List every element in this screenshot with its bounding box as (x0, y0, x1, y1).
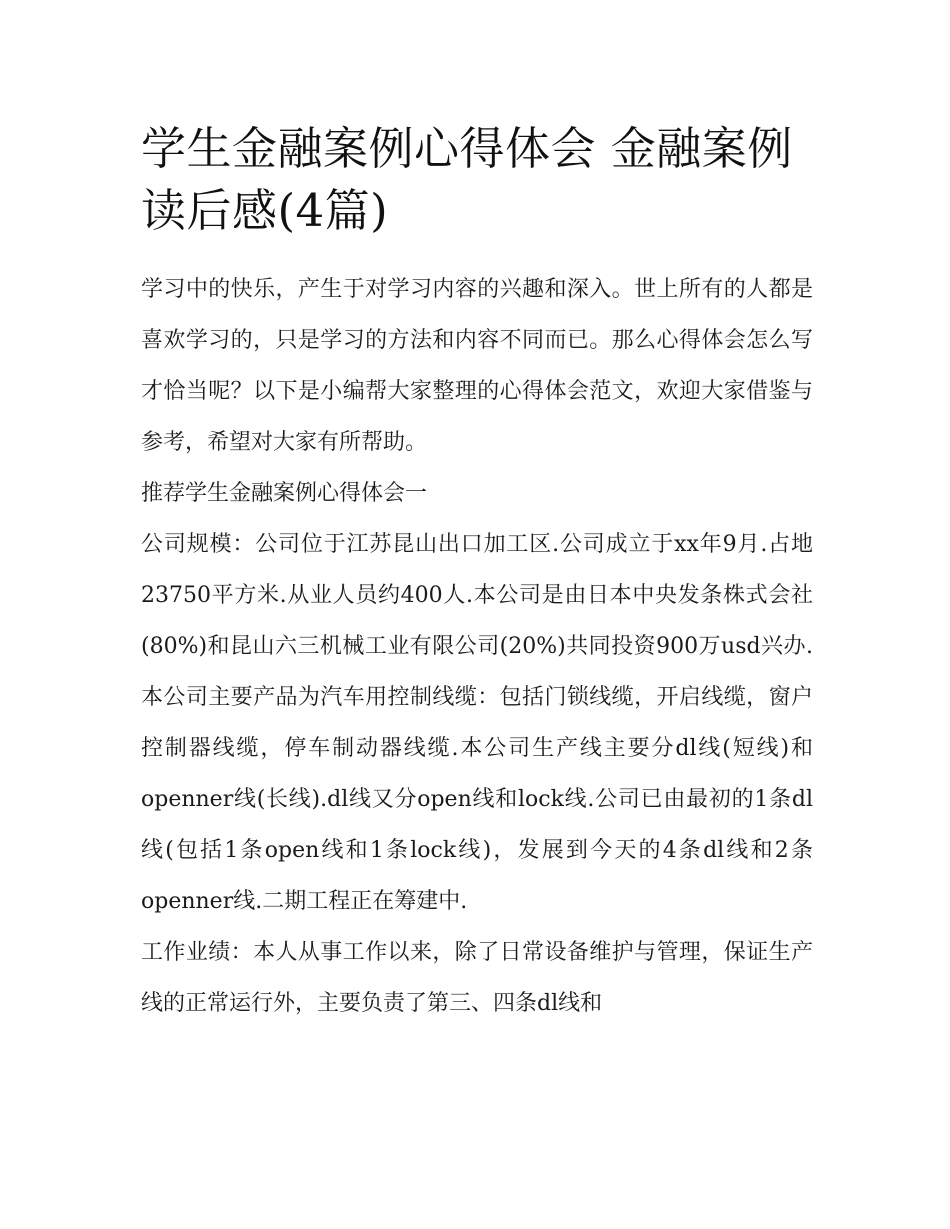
intro-paragraph: 学习中的快乐，产生于对学习内容的兴趣和深入。世上所有的人都是喜欢学习的，只是学习的方法和内容不同而已。那么心得体会怎么写才恰当呢？以下是小编帮大家整理的心得体会范文，欢迎大家借鉴与参考，希望对大家有所帮助。 (141, 277, 813, 455)
company-paragraph: 公司规模：公司位于江苏昆山出口加工区.公司成立于xx年9月.占地23750平方米.从业人员约400人.本公司是由日本中央发条株式会社(80%)和昆山六三机械工业有限公司(20%)共同投资900万usd兴办.本公司主要产品为汽车用控制线缆：包括门锁线缆，开启线缆，窗户控制器线缆，停车制动器线缆.本公司生产线主要分dl线(短线)和openner线(长线).dl线又分open线和lock线.公司已由最初的1条dl线(包括1条open线和1条lock线)，发展到今天的4条dl线和2条openner线.二期工程正在筹建中. (141, 532, 813, 914)
section-heading: 推荐学生金融案例心得体会一 (141, 481, 428, 506)
work-paragraph: 工作业绩：本人从事工作以来，除了日常设备维护与管理，保证生产线的正常运行外，主要负责了第三、四条dl线和 (141, 940, 813, 1016)
document-title: 学生金融案例心得体会 金融案例读后感(4篇) (141, 122, 793, 237)
document-body (141, 118, 813, 1029)
